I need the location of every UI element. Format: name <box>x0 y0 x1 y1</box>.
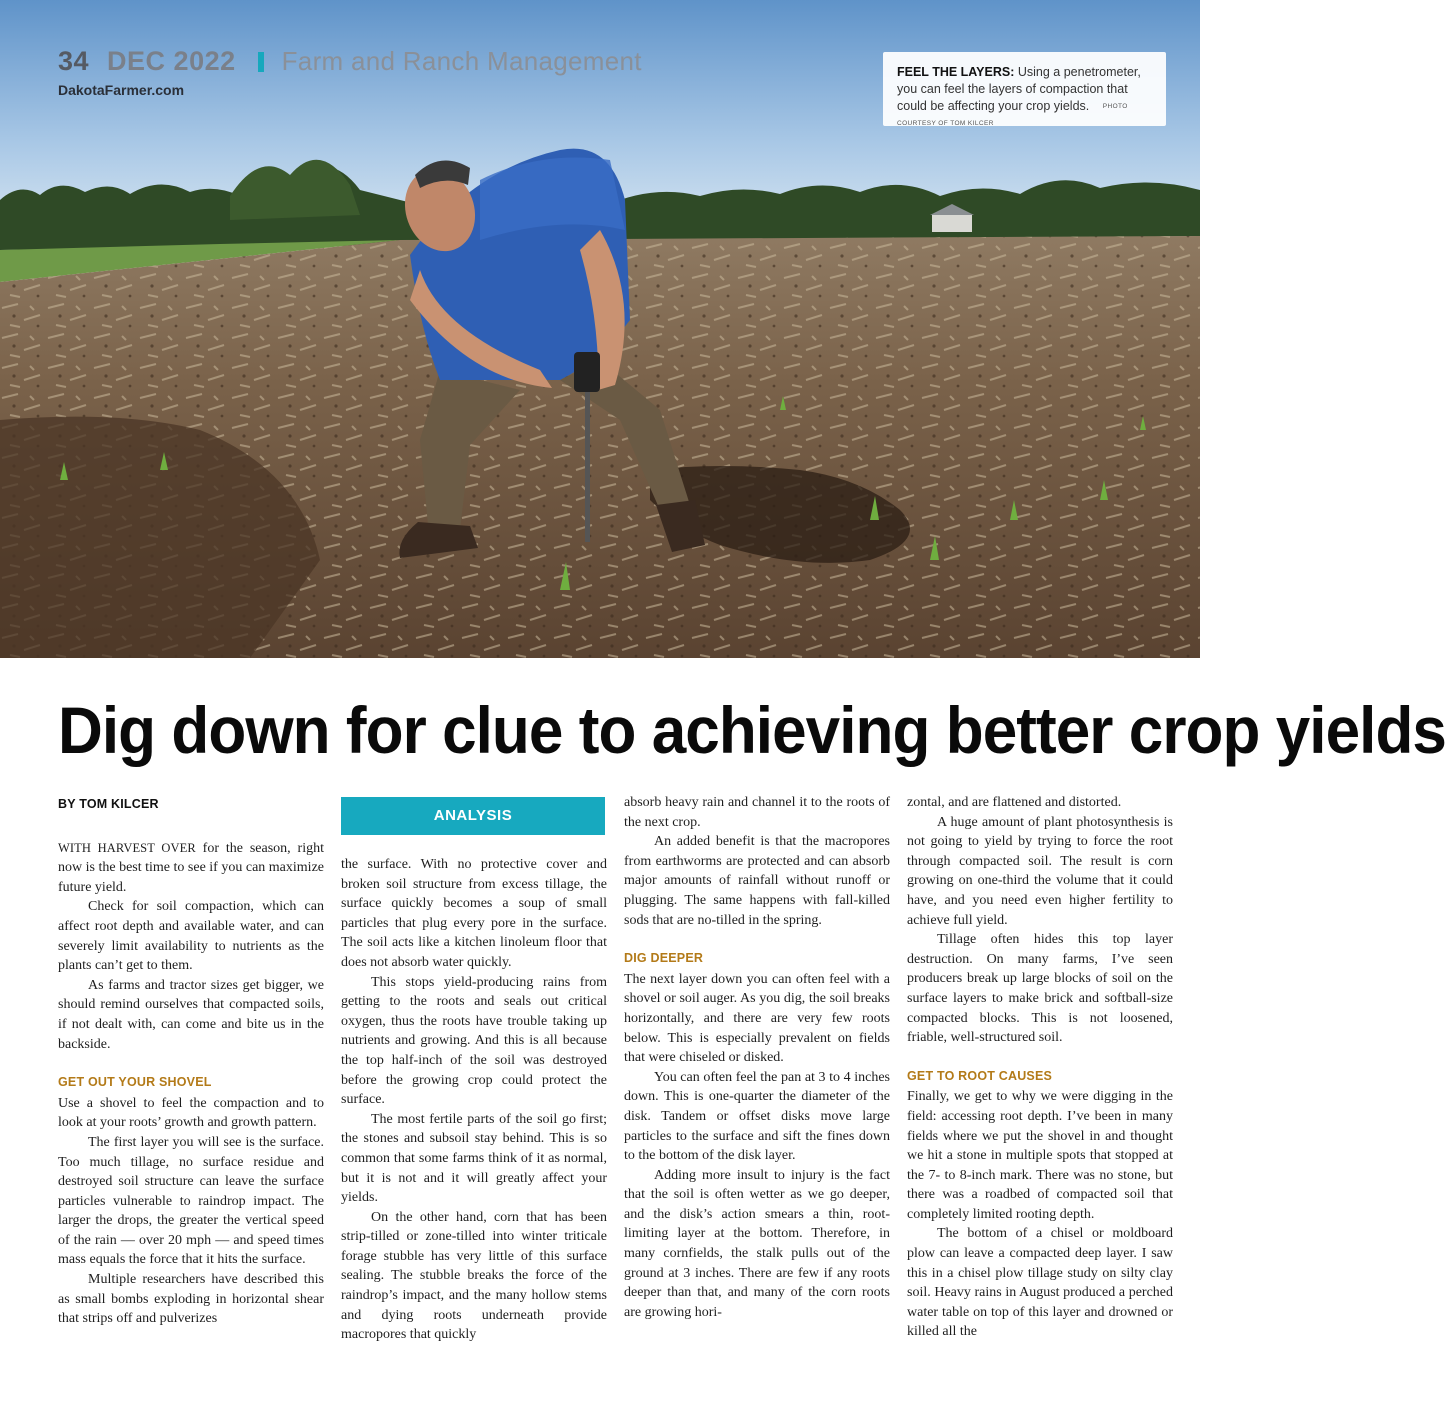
subhead: GET OUT YOUR SHOVEL <box>58 1075 212 1090</box>
paragraph: Tillage often hides this top layer destruction. On many farms, I’ve seen producers break up large blocks of soil on the surface layers to make brick and softball-size compacted blocks. This is not loosened, friable, well-structured soil. <box>907 932 1173 1046</box>
paragraph: Check for soil compaction, which can affect root depth and available water, and can severely limit availability to nutrients as the plants can’t get to them. <box>58 899 324 974</box>
paragraph: As farms and tractor sizes get bigger, we should remind ourselves that compacted soils, if not dealt with, can come and bite us in the backside. <box>58 977 324 1052</box>
section-name: Farm and Ranch Management <box>281 46 642 76</box>
paragraph: WITH HARVEST OVER for the season, right now is the best time to see if you can maximize future yield. <box>58 840 324 895</box>
folio <box>58 46 642 77</box>
paragraph: Finally, we get to why we were digging in the field: accessing root depth. I’ve been in many fields where we put the shovel in and thought we hit a stone in multiple spots that stopped at the 7- to 8-inch mark. There was no stone, but there was a roadbed of compacted soil that completely limited rooting depth. <box>907 1089 1173 1222</box>
paragraph: On the other hand, corn that has been strip-tilled or zone-tilled into winter triticale forage stubble has very little of this surface sealing. The stubble breaks the force of the raindrop’s impact, and the many hollow stems and dying roots underneath provide macropores that quickly <box>341 1209 607 1343</box>
lead-in: WITH HARVEST OVER <box>58 840 196 855</box>
paragraph: Use a shovel to feel the compaction and to look at your roots’ growth and growth pattern. <box>58 1095 324 1131</box>
subhead: DIG DEEPER <box>624 951 704 966</box>
headline: Dig down for clue to achieving better crop yields <box>58 693 1446 767</box>
paragraph: The bottom of a chisel or moldboard plow can leave a compacted deep layer. I saw this in a chisel plow tillage study on silty clay soil. Heavy rains in August produced a perched water table on top of this layer and drowned or killed all the <box>907 1226 1173 1340</box>
paragraph: The most fertile parts of the soil go first; the stones and subsoil stay behind. This is so common that some farms think of it as normal, but it is not and it will greatly affect your yields. <box>341 1111 607 1206</box>
subhead: GET TO ROOT CAUSES <box>907 1068 1053 1083</box>
column-4 <box>907 793 1173 1342</box>
column-3 <box>624 793 890 1322</box>
photo-credit: PHOTO COURTESY OF TOM KILCER <box>897 103 1128 128</box>
paragraph: This stops yield-producing rains from getting to the roots and seals out critical oxygen, thus the roots have trouble taking up nutrients and growing. And this is all because the top half-inch of the soil was destroyed before the growing crop could protect the surface. <box>341 974 607 1108</box>
paragraph: absorb heavy rain and channel it to the roots of the next crop. <box>624 795 890 830</box>
paragraph: zontal, and are flattened and distorted. <box>907 795 1122 810</box>
column-1 <box>58 793 324 1329</box>
analysis-tag: ANALYSIS <box>341 797 605 835</box>
column-2 <box>341 793 607 1345</box>
paragraph: The next layer down you can often feel with a shovel or soil auger. As you dig, the soil breaks horizontally, and there are very few roots below. This is especially prevalent on fields that were chiseled or disked. <box>624 971 890 1066</box>
paragraph: You can often feel the pan at 3 to 4 inches down. This is one-quarter the diameter of the disk. Tandem or offset disks move large particles to the surface and sift the fines down to the bottom of the disk layer. <box>624 1069 890 1164</box>
paragraph: A huge amount of plant photosynthesis is not going to yield by trying to force the root through compacted soil. The result is corn growing on one-third the volume that it could have, and you need even higher fertility to achieve full yield. <box>907 814 1173 928</box>
paragraph: Adding more insult to injury is the fact that the soil is often wetter as we go deeper, and the disk’s action smears a thin, root-limiting layer at the bottom. Therefore, in many cornfields, the stalk pulls out of the ground at 3 inches. There are few if any roots deeper than that, and many of the corn roots are growing hori- <box>624 1167 890 1320</box>
issue-date: DEC 2022 <box>107 46 236 76</box>
caption-head: FEEL THE LAYERS: <box>897 65 1015 79</box>
paragraph: the surface. With no protective cover and broken soil structure from excess tillage, the surface quickly becomes a soup of small particles that plug every pore in the surface. The soil acts like a kitchen linoleum floor that does not absorb water quickly. <box>341 857 607 970</box>
caption-text: Using a penetrometer, you can feel the layers of compaction that could be affecting your crop yields. <box>897 65 1141 113</box>
paragraph: The first layer you will see is the surface. Too much tillage, no surface residue and destroyed soil structure can leave the surface particles vulnerable to raindrop impact. The larger the drops, the greater the vertical speed of the rain — over 20 mph — and speed times mass equals the force that it hits the surface. <box>58 1134 324 1268</box>
section-divider <box>258 52 264 72</box>
byline: BY TOM KILCER <box>58 797 159 811</box>
photo-caption <box>883 52 1166 126</box>
paragraph: An added benefit is that the macropores from earthworms are protected and can absorb major amounts of rainfall without runoff or plugging. The same happens with fall-killed sods that are no-tilled in the spring. <box>624 834 890 928</box>
website: DakotaFarmer.com <box>58 82 185 98</box>
paragraph: Multiple researchers have described this as small bombs exploding in horizontal shear that strips off and pulverizes <box>58 1272 324 1327</box>
page-number: 34 <box>58 46 90 76</box>
